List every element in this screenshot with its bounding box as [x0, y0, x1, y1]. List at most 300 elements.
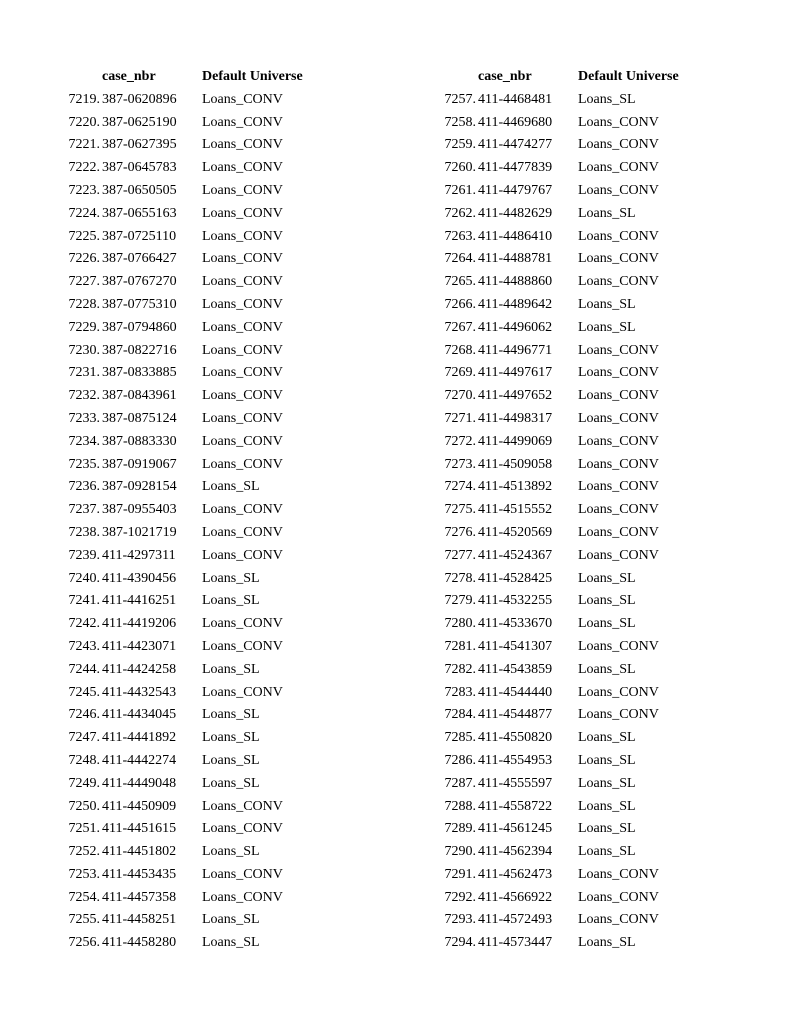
table-row — [40, 340, 352, 363]
row-index: 7241. — [68, 593, 100, 609]
default-universe-cell: Loans_CONV — [578, 456, 659, 472]
table-row — [40, 796, 352, 819]
case-nbr-cell: 387-0883330 — [102, 433, 177, 449]
row-index: 7278. — [444, 570, 476, 586]
default-universe-cell: Loans_CONV — [202, 365, 283, 381]
case-nbr-cell: 411-4572493 — [478, 912, 553, 928]
default-universe-cell: Loans_CONV — [202, 160, 283, 176]
table-row — [416, 568, 728, 591]
index-header — [40, 66, 101, 89]
table-row — [416, 317, 728, 340]
row-index: 7251. — [68, 821, 100, 837]
row-index: 7232. — [68, 388, 100, 404]
table-row — [40, 317, 352, 340]
table-row — [416, 340, 728, 363]
case-nbr-cell: 411-4550820 — [478, 730, 553, 746]
row-index: 7264. — [444, 251, 476, 267]
default-universe-cell: Loans_SL — [202, 570, 260, 586]
row-index: 7261. — [444, 182, 476, 198]
row-index: 7265. — [444, 274, 476, 290]
table-row — [416, 727, 728, 750]
case-nbr-cell: 387-0725110 — [102, 228, 177, 244]
case-nbr-cell: 387-0655163 — [102, 205, 177, 221]
table-row — [40, 408, 352, 431]
row-index: 7221. — [68, 137, 100, 153]
default-universe-cell: Loans_CONV — [202, 342, 283, 358]
case-nbr-cell: 411-4562394 — [478, 844, 553, 860]
row-index: 7235. — [68, 456, 100, 472]
case-nbr-cell: 411-4434045 — [102, 707, 177, 723]
case-nbr-cell: 411-4419206 — [102, 616, 177, 632]
row-index: 7269. — [444, 365, 476, 381]
default-universe-cell: Loans_CONV — [202, 296, 283, 312]
row-index: 7238. — [68, 524, 100, 540]
table-row — [416, 704, 728, 727]
default-universe-cell: Loans_SL — [578, 821, 636, 837]
row-index: 7288. — [444, 798, 476, 814]
default-universe-cell: Loans_CONV — [202, 821, 283, 837]
header-row — [416, 66, 728, 89]
row-index: 7224. — [68, 205, 100, 221]
row-index: 7275. — [444, 502, 476, 518]
case-nbr-cell: 411-4482629 — [478, 205, 553, 221]
case-nbr-cell: 387-0650505 — [102, 182, 177, 198]
default-universe-cell: Loans_SL — [202, 730, 260, 746]
case-nbr-cell: 387-0843961 — [102, 388, 177, 404]
row-index: 7222. — [68, 160, 100, 176]
default-universe-cell: Loans_SL — [202, 593, 260, 609]
row-index: 7277. — [444, 547, 476, 563]
default-universe-cell: Loans_CONV — [202, 456, 283, 472]
table-row — [40, 887, 352, 910]
case-nbr-cell: 411-4474277 — [478, 137, 553, 153]
case-nbr-cell: 411-4566922 — [478, 889, 553, 905]
case-nbr-cell: 387-0775310 — [102, 296, 177, 312]
table-row — [416, 226, 728, 249]
case-nbr-cell: 411-4515552 — [478, 502, 553, 518]
case-nbr-cell: 411-4513892 — [478, 479, 553, 495]
table-row — [40, 909, 352, 932]
table-row — [416, 613, 728, 636]
table-row — [416, 203, 728, 226]
row-index: 7227. — [68, 274, 100, 290]
row-index: 7236. — [68, 479, 100, 495]
default-universe-cell: Loans_CONV — [202, 114, 283, 130]
case-nbr-cell: 411-4533670 — [478, 616, 553, 632]
row-index: 7284. — [444, 707, 476, 723]
case-nbr-cell: 387-0833885 — [102, 365, 177, 381]
row-index: 7254. — [68, 889, 100, 905]
row-index: 7256. — [68, 935, 100, 951]
default-universe-cell: Loans_CONV — [578, 889, 659, 905]
table-row — [416, 499, 728, 522]
case-nbr-cell: 387-0625190 — [102, 114, 177, 130]
row-index: 7260. — [444, 160, 476, 176]
case-nbr-cell: 411-4497617 — [478, 365, 553, 381]
default-universe-cell: Loans_CONV — [578, 342, 659, 358]
row-index: 7240. — [68, 570, 100, 586]
row-index: 7286. — [444, 752, 476, 768]
table-row — [40, 134, 352, 157]
table-row — [40, 112, 352, 135]
default-universe-cell: Loans_CONV — [202, 638, 283, 654]
default-universe-cell: Loans_CONV — [202, 137, 283, 153]
table-row — [416, 476, 728, 499]
table-row — [416, 796, 728, 819]
default-universe-cell: Loans_CONV — [578, 114, 659, 130]
row-index: 7248. — [68, 752, 100, 768]
table-row — [416, 818, 728, 841]
row-index: 7250. — [68, 798, 100, 814]
default-universe-cell: Loans_CONV — [202, 91, 283, 107]
case-nbr-cell: 411-4509058 — [478, 456, 553, 472]
case-nbr-cell: 411-4451615 — [102, 821, 177, 837]
case-nbr-cell: 411-4554953 — [478, 752, 553, 768]
case-nbr-cell: 411-4561245 — [478, 821, 553, 837]
default-universe-cell: Loans_SL — [578, 593, 636, 609]
case-nbr-cell: 411-4544877 — [478, 707, 553, 723]
case-nbr-cell: 411-4573447 — [478, 935, 553, 951]
case-nbr-cell: 411-4432543 — [102, 684, 177, 700]
row-index: 7281. — [444, 638, 476, 654]
table-row — [416, 682, 728, 705]
row-index: 7255. — [68, 912, 100, 928]
case-nbr-cell: 387-1021719 — [102, 524, 177, 540]
case-nbr-cell: 411-4297311 — [102, 547, 176, 563]
case-nbr-cell: 387-0767270 — [102, 274, 177, 290]
case-nbr-cell: 411-4520569 — [478, 524, 553, 540]
row-index: 7223. — [68, 182, 100, 198]
default-universe-cell: Loans_CONV — [578, 182, 659, 198]
default-universe-cell: Loans_CONV — [578, 160, 659, 176]
default-universe-cell: Loans_CONV — [202, 684, 283, 700]
row-index: 7287. — [444, 775, 476, 791]
table-row — [40, 750, 352, 773]
table-row — [40, 545, 352, 568]
table-row — [40, 454, 352, 477]
table-row — [40, 203, 352, 226]
default-universe-cell: Loans_SL — [578, 775, 636, 791]
default-universe-cell: Loans_CONV — [202, 524, 283, 540]
row-index: 7220. — [68, 114, 100, 130]
row-index: 7273. — [444, 456, 476, 472]
default-universe-cell: Loans_CONV — [202, 410, 283, 426]
case-nbr-cell: 411-4499069 — [478, 433, 553, 449]
default-universe-cell: Loans_SL — [202, 844, 260, 860]
case-nbr-cell: 387-0822716 — [102, 342, 177, 358]
row-index: 7289. — [444, 821, 476, 837]
case-nbr-cell: 411-4488860 — [478, 274, 553, 290]
table-row — [40, 613, 352, 636]
case-nbr-cell: 387-0645783 — [102, 160, 177, 176]
default-universe-cell: Loans_SL — [202, 661, 260, 677]
case-nbr-cell: 411-4497652 — [478, 388, 553, 404]
case-nbr-cell: 387-0766427 — [102, 251, 177, 267]
row-index: 7279. — [444, 593, 476, 609]
default-universe-cell: Loans_SL — [578, 205, 636, 221]
default-universe-cell: Loans_CONV — [578, 228, 659, 244]
case-nbr-cell: 411-4528425 — [478, 570, 553, 586]
default-universe-cell: Loans_CONV — [578, 866, 659, 882]
default-universe-cell: Loans_SL — [578, 730, 636, 746]
default-universe-cell: Loans_CONV — [578, 274, 659, 290]
row-index: 7283. — [444, 684, 476, 700]
table-row — [40, 271, 352, 294]
header-row — [40, 66, 352, 89]
case-nbr-cell: 411-4458251 — [102, 912, 177, 928]
index-header — [416, 66, 477, 89]
table-row — [40, 248, 352, 271]
left-table-body — [40, 89, 352, 955]
case-nbr-cell: 411-4468481 — [478, 91, 553, 107]
left-listing — [40, 66, 370, 955]
table-row — [40, 590, 352, 613]
row-index: 7266. — [444, 296, 476, 312]
default-universe-cell: Loans_CONV — [202, 319, 283, 335]
row-index: 7282. — [444, 661, 476, 677]
row-index: 7245. — [68, 684, 100, 700]
default-universe-cell: Loans_CONV — [202, 274, 283, 290]
row-index: 7219. — [68, 91, 100, 107]
default-universe-cell: Loans_CONV — [202, 547, 283, 563]
table-row — [40, 704, 352, 727]
default-universe-header: Default Universe — [202, 69, 303, 84]
table-row — [40, 157, 352, 180]
default-universe-cell: Loans_SL — [202, 775, 260, 791]
default-universe-cell: Loans_CONV — [202, 205, 283, 221]
right-listing — [416, 66, 746, 955]
case-nbr-cell: 411-4541307 — [478, 638, 553, 654]
table-row — [40, 385, 352, 408]
table-row — [40, 362, 352, 385]
default-universe-cell: Loans_CONV — [202, 502, 283, 518]
table-row — [416, 248, 728, 271]
default-universe-cell: Loans_CONV — [578, 707, 659, 723]
case-nbr-cell: 411-4457358 — [102, 889, 177, 905]
default-universe-cell: Loans_CONV — [202, 889, 283, 905]
table-row — [416, 454, 728, 477]
row-index: 7237. — [68, 502, 100, 518]
table-row — [416, 112, 728, 135]
case-nbr-cell: 411-4424258 — [102, 661, 177, 677]
table-row — [40, 636, 352, 659]
default-universe-cell: Loans_CONV — [202, 616, 283, 632]
table-row — [40, 476, 352, 499]
row-index: 7263. — [444, 228, 476, 244]
right-table — [416, 66, 728, 955]
default-universe-cell: Loans_CONV — [202, 866, 283, 882]
default-universe-cell: Loans_CONV — [578, 684, 659, 700]
default-universe-cell: Loans_SL — [578, 661, 636, 677]
row-index: 7291. — [444, 866, 476, 882]
case-nbr-cell: 411-4449048 — [102, 775, 177, 791]
row-index: 7294. — [444, 935, 476, 951]
table-row — [416, 271, 728, 294]
default-universe-cell: Loans_CONV — [202, 388, 283, 404]
case-nbr-cell: 411-4498317 — [478, 410, 553, 426]
row-index: 7259. — [444, 137, 476, 153]
case-nbr-cell: 411-4524367 — [478, 547, 553, 563]
default-universe-cell: Loans_CONV — [202, 182, 283, 198]
case-nbr-cell: 411-4390456 — [102, 570, 177, 586]
table-row — [416, 157, 728, 180]
case-nbr-header: case_nbr — [478, 69, 532, 84]
row-index: 7249. — [68, 775, 100, 791]
default-universe-cell: Loans_CONV — [578, 433, 659, 449]
default-universe-cell: Loans_SL — [578, 570, 636, 586]
case-nbr-cell: 387-0794860 — [102, 319, 177, 335]
default-universe-cell: Loans_SL — [578, 752, 636, 768]
row-index: 7262. — [444, 205, 476, 221]
default-universe-cell: Loans_CONV — [578, 502, 659, 518]
case-nbr-cell: 411-4488781 — [478, 251, 553, 267]
table-row — [416, 294, 728, 317]
table-row — [416, 750, 728, 773]
case-nbr-cell: 387-0627395 — [102, 137, 177, 153]
table-row — [40, 841, 352, 864]
default-universe-cell: Loans_SL — [202, 752, 260, 768]
table-row — [416, 89, 728, 112]
row-index: 7267. — [444, 319, 476, 335]
default-universe-cell: Loans_SL — [578, 798, 636, 814]
default-universe-cell: Loans_CONV — [578, 388, 659, 404]
default-universe-cell: Loans_SL — [202, 479, 260, 495]
default-universe-cell: Loans_CONV — [578, 524, 659, 540]
case-nbr-cell: 387-0955403 — [102, 502, 177, 518]
table-row — [40, 180, 352, 203]
default-universe-cell: Loans_SL — [578, 296, 636, 312]
case-nbr-cell: 411-4543859 — [478, 661, 553, 677]
table-row — [40, 864, 352, 887]
row-index: 7231. — [68, 365, 100, 381]
case-nbr-cell: 411-4469680 — [478, 114, 553, 130]
table-row — [40, 568, 352, 591]
case-nbr-cell: 411-4477839 — [478, 160, 553, 176]
default-universe-cell: Loans_CONV — [202, 798, 283, 814]
default-universe-cell: Loans_CONV — [578, 638, 659, 654]
table-row — [416, 864, 728, 887]
row-index: 7290. — [444, 844, 476, 860]
default-universe-cell: Loans_SL — [578, 935, 636, 951]
default-universe-cell: Loans_CONV — [202, 228, 283, 244]
row-index: 7274. — [444, 479, 476, 495]
table-row — [40, 727, 352, 750]
row-index: 7253. — [68, 866, 100, 882]
default-universe-cell: Loans_CONV — [578, 479, 659, 495]
default-universe-cell: Loans_SL — [202, 912, 260, 928]
row-index: 7246. — [68, 707, 100, 723]
case-nbr-cell: 387-0875124 — [102, 410, 177, 426]
default-universe-cell: Loans_CONV — [578, 547, 659, 563]
table-row — [40, 773, 352, 796]
table-row — [40, 932, 352, 955]
case-nbr-cell: 411-4489642 — [478, 296, 553, 312]
case-nbr-cell: 411-4453435 — [102, 866, 177, 882]
case-nbr-cell: 411-4442274 — [102, 752, 177, 768]
default-universe-cell: Loans_SL — [202, 935, 260, 951]
case-nbr-cell: 411-4423071 — [102, 638, 177, 654]
row-index: 7257. — [444, 91, 476, 107]
row-index: 7258. — [444, 114, 476, 130]
default-universe-header: Default Universe — [578, 69, 679, 84]
default-universe-cell: Loans_SL — [578, 616, 636, 632]
table-row — [416, 408, 728, 431]
table-row — [40, 89, 352, 112]
case-nbr-cell: 411-4450909 — [102, 798, 177, 814]
case-nbr-cell: 387-0620896 — [102, 91, 177, 107]
table-row — [416, 773, 728, 796]
row-index: 7276. — [444, 524, 476, 540]
case-nbr-cell: 411-4496062 — [478, 319, 553, 335]
row-index: 7244. — [68, 661, 100, 677]
row-index: 7243. — [68, 638, 100, 654]
default-universe-cell: Loans_SL — [578, 319, 636, 335]
default-universe-cell: Loans_SL — [578, 91, 636, 107]
table-row — [40, 499, 352, 522]
row-index: 7268. — [444, 342, 476, 358]
case-nbr-cell: 411-4496771 — [478, 342, 553, 358]
default-universe-cell: Loans_CONV — [202, 251, 283, 267]
default-universe-cell: Loans_CONV — [578, 137, 659, 153]
case-nbr-cell: 411-4562473 — [478, 866, 553, 882]
case-nbr-cell: 411-4558722 — [478, 798, 553, 814]
case-nbr-cell: 411-4451802 — [102, 844, 177, 860]
table-row — [40, 226, 352, 249]
table-row — [416, 590, 728, 613]
default-universe-cell: Loans_SL — [578, 844, 636, 860]
row-index: 7252. — [68, 844, 100, 860]
table-row — [416, 545, 728, 568]
left-table — [40, 66, 352, 955]
table-row — [40, 682, 352, 705]
right-table-body — [416, 89, 728, 955]
case-nbr-cell: 411-4555597 — [478, 775, 553, 791]
table-row — [416, 431, 728, 454]
table-row — [416, 841, 728, 864]
case-nbr-cell: 411-4416251 — [102, 593, 177, 609]
row-index: 7247. — [68, 730, 100, 746]
case-nbr-cell: 411-4532255 — [478, 593, 553, 609]
table-row — [416, 909, 728, 932]
case-nbr-header: case_nbr — [102, 69, 156, 84]
case-nbr-cell: 411-4479767 — [478, 182, 553, 198]
table-row — [40, 522, 352, 545]
default-universe-cell: Loans_SL — [202, 707, 260, 723]
row-index: 7229. — [68, 319, 100, 335]
table-row — [416, 522, 728, 545]
table-row — [416, 636, 728, 659]
table-row — [40, 818, 352, 841]
case-nbr-cell: 411-4486410 — [478, 228, 553, 244]
row-index: 7242. — [68, 616, 100, 632]
row-index: 7293. — [444, 912, 476, 928]
row-index: 7228. — [68, 296, 100, 312]
case-nbr-cell: 411-4544440 — [478, 684, 553, 700]
row-index: 7225. — [68, 228, 100, 244]
row-index: 7280. — [444, 616, 476, 632]
table-row — [40, 294, 352, 317]
default-universe-cell: Loans_CONV — [578, 912, 659, 928]
table-row — [416, 362, 728, 385]
default-universe-cell: Loans_CONV — [578, 410, 659, 426]
table-row — [40, 431, 352, 454]
table-row — [416, 887, 728, 910]
case-nbr-cell: 411-4441892 — [102, 730, 177, 746]
table-row — [416, 385, 728, 408]
case-nbr-cell: 387-0928154 — [102, 479, 177, 495]
row-index: 7226. — [68, 251, 100, 267]
table-row — [416, 134, 728, 157]
